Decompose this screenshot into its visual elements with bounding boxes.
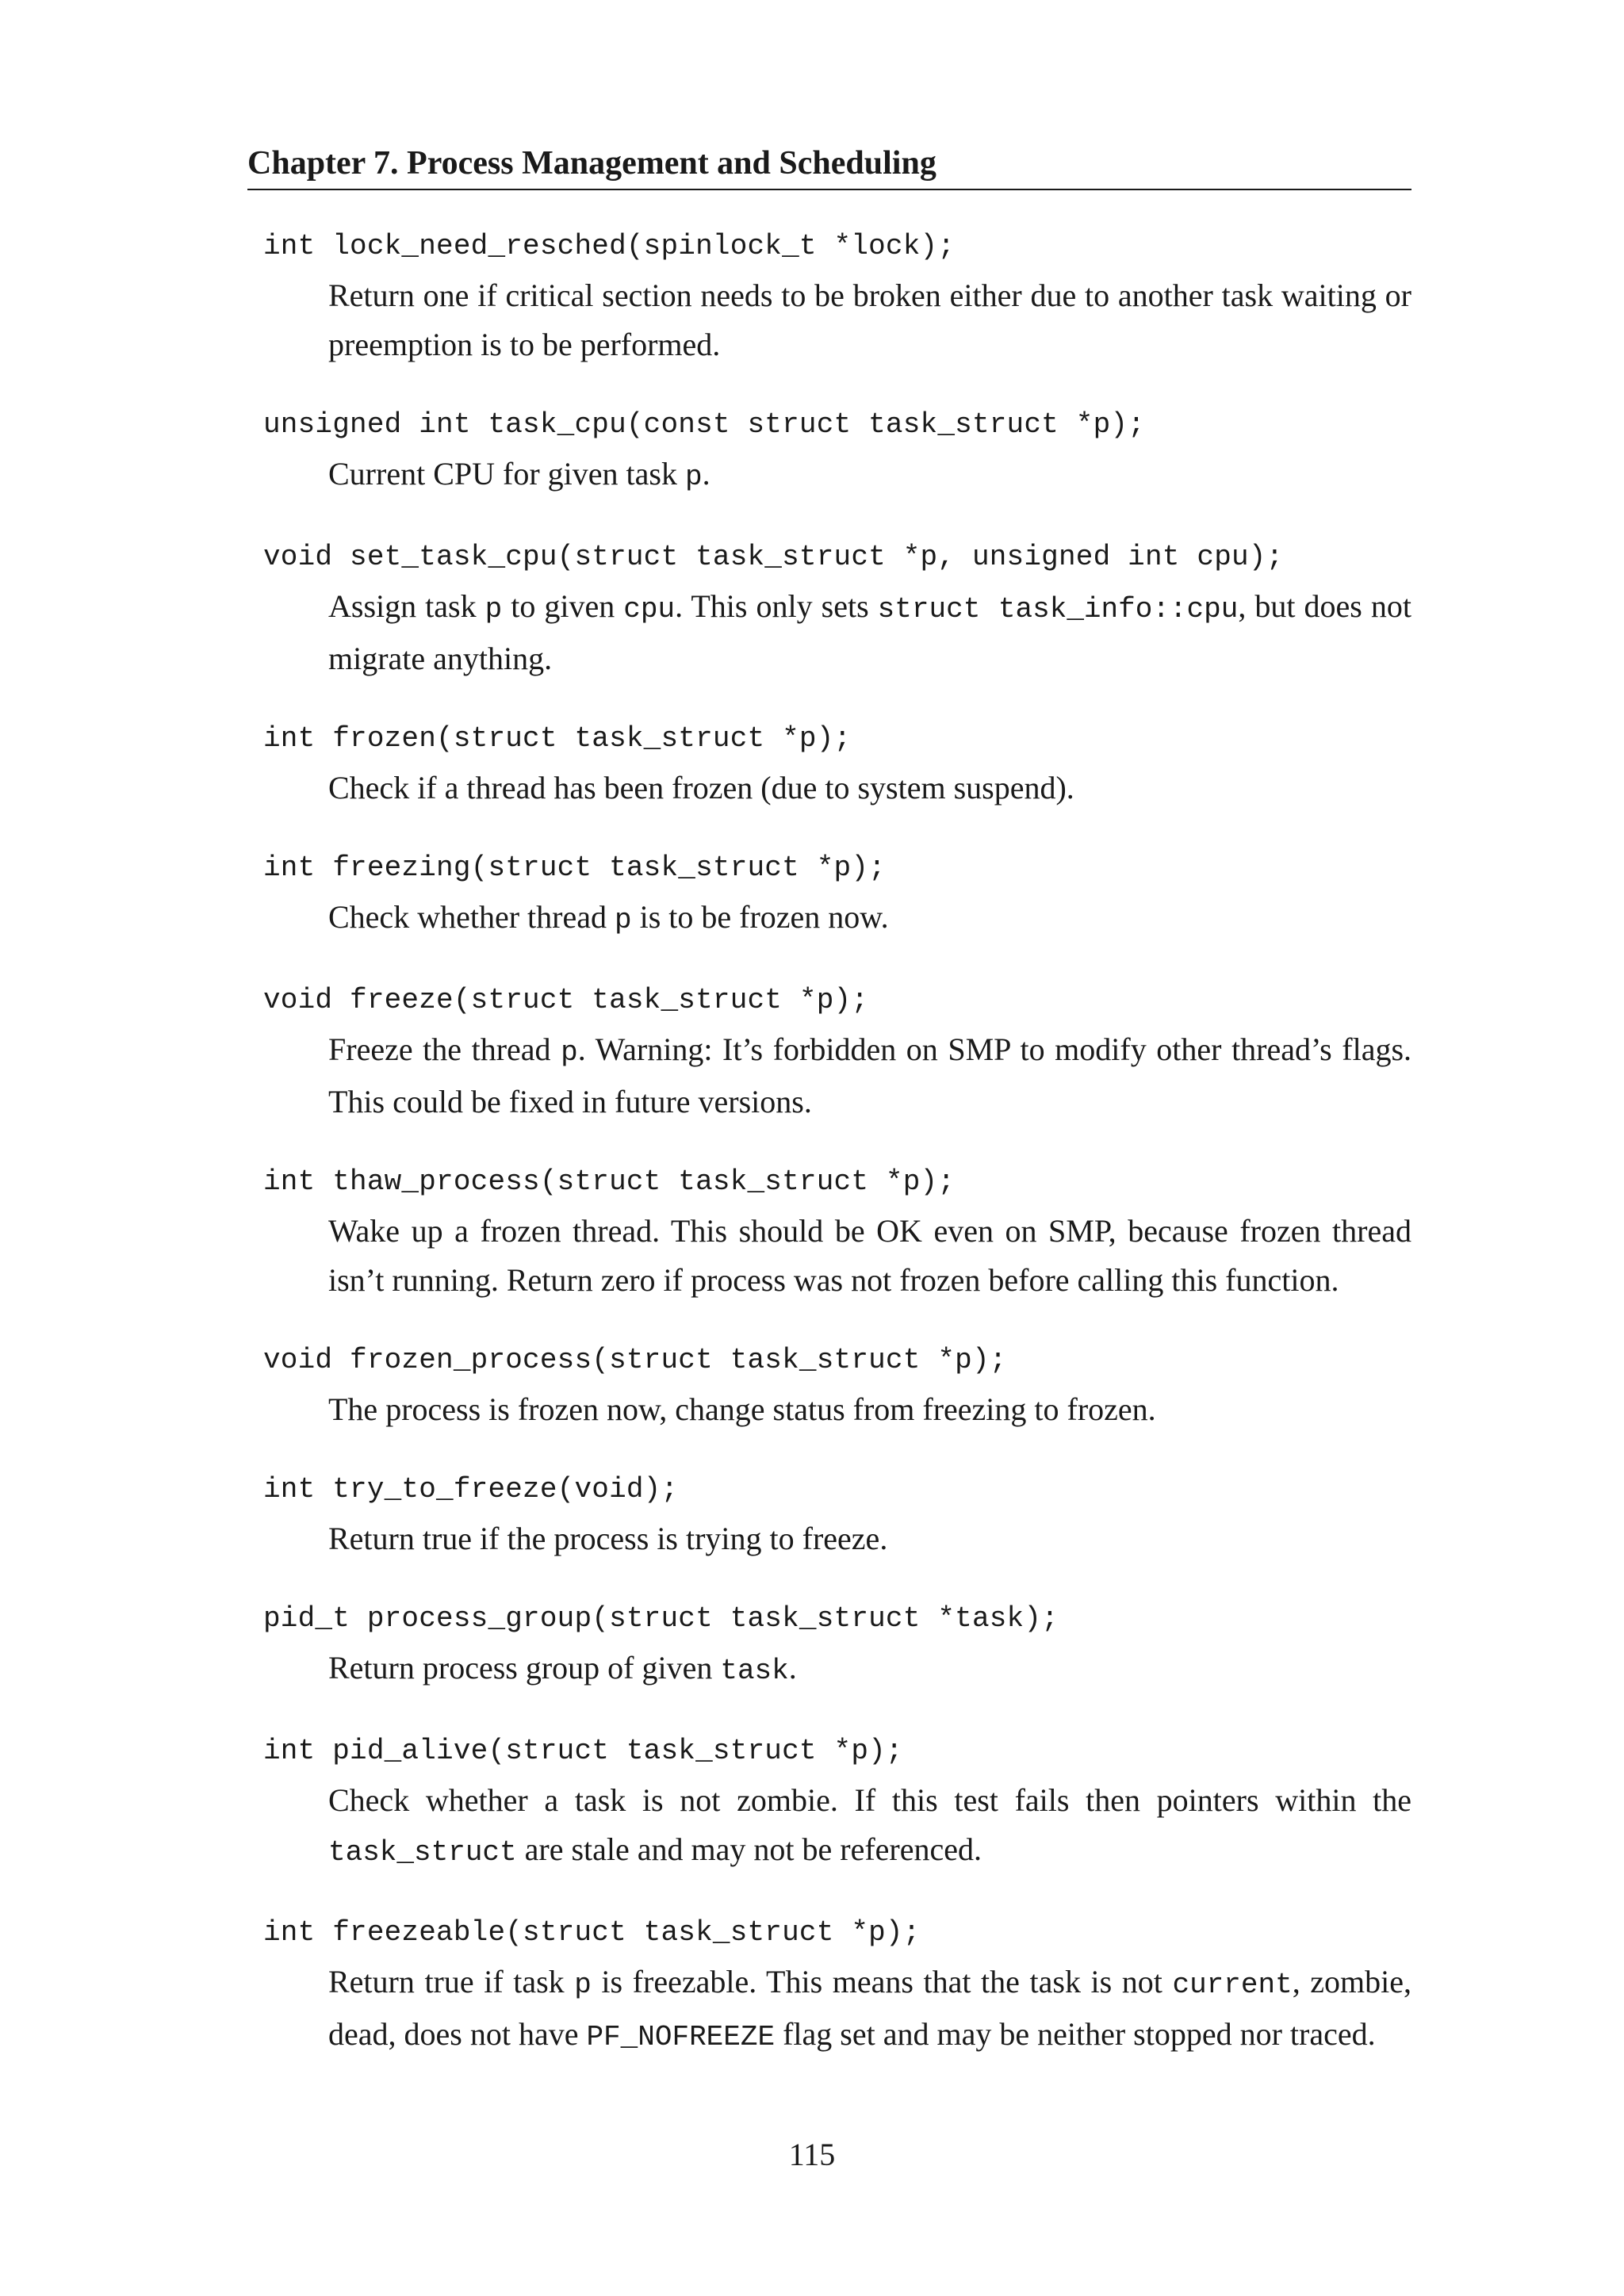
function-entry <box>263 844 1411 945</box>
inline-code: p <box>574 1969 592 2001</box>
description-text: is to be frozen now. <box>631 899 889 935</box>
function-description <box>328 1957 1411 2062</box>
description-text: . <box>702 456 710 492</box>
description-text: flag set and may be neither stopped nor traced. <box>775 2016 1376 2052</box>
description-text: Return process group of given <box>328 1650 721 1686</box>
inline-code: p <box>485 593 503 626</box>
description-text: to given <box>502 588 624 624</box>
function-description <box>328 1644 1411 1696</box>
description-text: Wake up a frozen thread. This should be OK even on SMP, because frozen thread isn’t running. Return zero if process was not frozen before calling this function. <box>328 1213 1411 1298</box>
page-footer <box>0 2133 1624 2177</box>
chapter-header <box>247 143 1411 190</box>
description-text: . Warning: It’s forbidden on SMP to modify other thread’s flags. This could be fixed in future versions. <box>328 1031 1412 1119</box>
function-entry <box>263 1908 1411 2062</box>
page-content <box>247 143 1411 2093</box>
inline-code: p <box>614 904 632 936</box>
function-list <box>247 222 1411 2062</box>
function-signature: int try_to_freeze(void); <box>263 1473 679 1506</box>
function-entry <box>263 1727 1411 1877</box>
function-signature: int pid_alive(struct task_struct *p); <box>263 1735 903 1767</box>
chapter-title: Chapter 7. Process Management and Scheduling <box>247 145 936 182</box>
function-description <box>328 582 1411 683</box>
inline-code: p <box>684 461 703 493</box>
function-signature: void set_task_cpu(struct task_struct *p, unsigned int cpu); <box>263 541 1284 573</box>
function-signature: int thaw_process(struct task_struct *p); <box>263 1165 956 1198</box>
function-signature: int freezeable(struct task_struct *p); <box>263 1916 921 1949</box>
description-text: is freezable. This means that the task is not <box>591 1964 1173 1999</box>
function-entry <box>263 1594 1411 1696</box>
inline-code: current <box>1172 1969 1293 2001</box>
function-description <box>328 1207 1411 1305</box>
description-text: . This only sets <box>675 588 878 624</box>
description-text: Return true if the process is trying to freeze. <box>328 1521 888 1556</box>
function-description <box>328 1514 1411 1563</box>
function-signature: void freeze(struct task_struct *p); <box>263 984 869 1016</box>
inline-code: PF_NOFREEZE <box>586 2021 776 2053</box>
description-text: Return true if task <box>328 1964 575 1999</box>
description-text: are stale and may not be referenced. <box>516 1831 982 1867</box>
function-entry <box>263 533 1411 683</box>
function-description <box>328 271 1411 369</box>
function-signature: void frozen_process(struct task_struct *p); <box>263 1344 1007 1376</box>
inline-code: struct task_info::cpu <box>877 593 1239 626</box>
function-entry <box>263 1336 1411 1434</box>
function-entry <box>263 976 1411 1127</box>
inline-code: task <box>720 1655 789 1687</box>
description-text: Return one if critical section needs to be broken either due to another task waiting or preemption is to be performed. <box>328 277 1411 362</box>
description-text: , but does not migrate anything. <box>328 588 1411 676</box>
description-text: The process is frozen now, change status from freezing to frozen. <box>328 1391 1156 1427</box>
function-signature: unsigned int task_cpu(const struct task_struct *p); <box>263 408 1145 441</box>
function-description <box>328 893 1411 945</box>
function-entry <box>263 400 1411 502</box>
description-text: Freeze the thread <box>328 1031 561 1067</box>
inline-code: p <box>561 1036 578 1069</box>
page-number: 115 <box>788 2137 836 2172</box>
description-text: . <box>788 1650 797 1686</box>
function-description <box>328 450 1411 502</box>
function-description <box>328 1025 1411 1127</box>
function-entry <box>263 714 1411 813</box>
description-text: Check if a thread has been frozen (due to system suspend). <box>328 770 1074 806</box>
description-text: Check whether a task is not zombie. If this test fails then pointers within the <box>328 1782 1411 1818</box>
description-text: Assign task <box>328 588 485 624</box>
description-text: , zombie, dead, does not have <box>328 1964 1412 2052</box>
function-entry <box>263 222 1411 369</box>
function-description <box>328 1385 1411 1434</box>
function-signature: int lock_need_resched(spinlock_t *lock); <box>263 230 956 262</box>
function-description <box>328 1776 1411 1877</box>
function-signature: int frozen(struct task_struct *p); <box>263 722 852 755</box>
function-description <box>328 763 1411 813</box>
inline-code: task_struct <box>328 1836 517 1869</box>
function-signature: int freezing(struct task_struct *p); <box>263 851 886 884</box>
function-entry <box>263 1158 1411 1305</box>
function-entry <box>263 1465 1411 1563</box>
function-signature: pid_t process_group(struct task_struct *task); <box>263 1602 1059 1635</box>
inline-code: cpu <box>623 593 676 626</box>
description-text: Current CPU for given task <box>328 456 685 492</box>
description-text: Check whether thread <box>328 899 615 935</box>
